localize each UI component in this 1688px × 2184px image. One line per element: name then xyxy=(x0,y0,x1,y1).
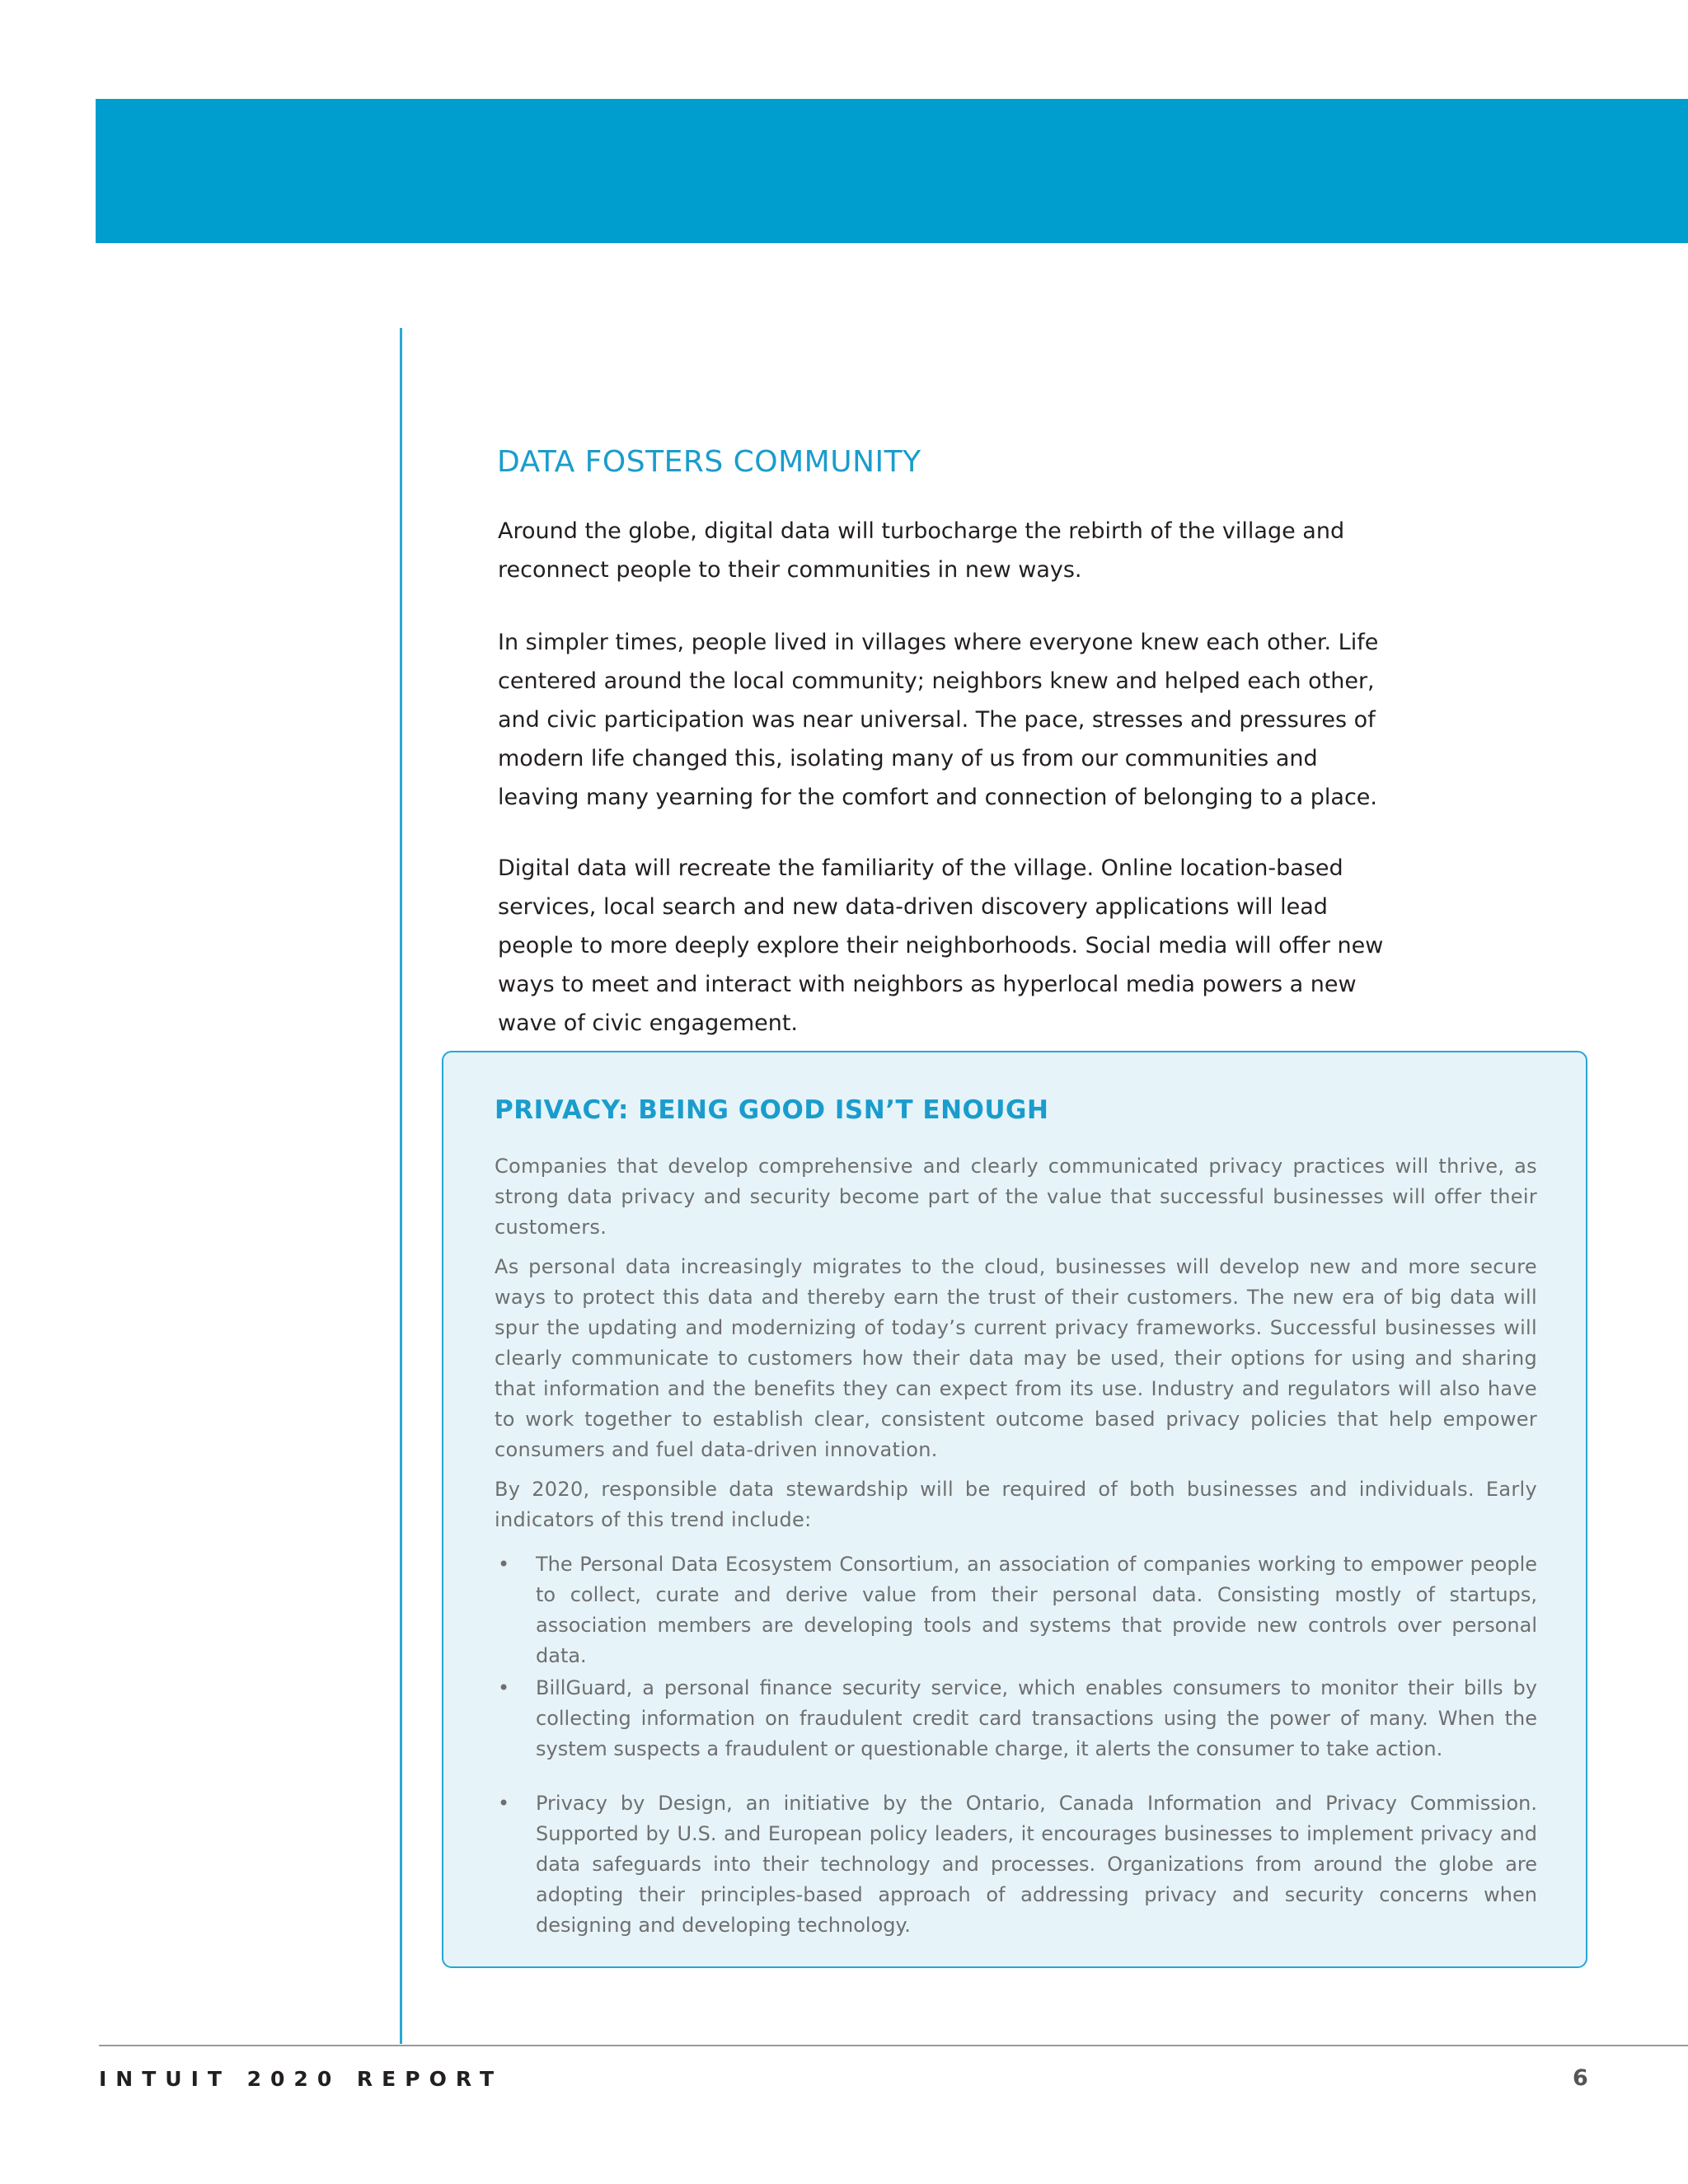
list-item-text: Privacy by Design, an initiative by the Ontario, Canada Information and Privacy Commission. Supported by U.S. and European policy leaders, it encourages businesses to implement privacy and data safeguards into their technology and processes. Organizations from around the globe are adopting their principles-based approach of addressing privacy and security concerns when designing and developing technology. xyxy=(536,1792,1537,1937)
list-item-text: The Personal Data Ecosystem Consortium, an association of companies working to empower people to collect, curate and derive value from their personal data. Consisting mostly of startups, association members are developing tools and systems that provide new controls over personal data. xyxy=(536,1553,1537,1667)
list-item xyxy=(495,1788,1537,1941)
bullet-icon: • xyxy=(498,1553,510,1576)
callout-paragraph: As personal data increasingly migrates to the cloud, businesses will develop new and more secure ways to protect this data and thereby earn the trust of their customers. The new era of big data will spur the updating and modernizing of today’s current privacy frameworks. Successful businesses will clearly communicate to customers how their data may be used, their options for using and sharing that information and the benefits they can expect from its use. Industry and regulators will also have to work together to establish clear, consistent outcome based privacy policies that help empower consumers and fuel data-driven innovation. xyxy=(495,1255,1537,1461)
callout-paragraph: Companies that develop comprehensive and clearly communicated privacy practices will thrive, as strong data privacy and security become part of the value that successful businesses will offer their customers. xyxy=(495,1155,1537,1239)
body-paragraph: Around the globe, digital data will turbocharge the rebirth of the village and reconnect people to their communities in new ways. xyxy=(498,518,1345,583)
footer-divider xyxy=(99,2045,1688,2046)
bullet-icon: • xyxy=(498,1676,510,1699)
privacy-callout-box xyxy=(442,1051,1587,1968)
list-item xyxy=(495,1673,1537,1765)
header-banner xyxy=(96,99,1688,243)
footer-report-title: INTUIT 2020 REPORT xyxy=(99,2067,504,2091)
vertical-divider xyxy=(400,328,402,2044)
list-item xyxy=(495,1549,1537,1671)
bullet-icon: • xyxy=(498,1792,510,1815)
section-heading: DATA FOSTERS COMMUNITY xyxy=(497,445,921,479)
callout-heading: PRIVACY: BEING GOOD ISN’T ENOUGH xyxy=(495,1095,1049,1125)
body-paragraph: Digital data will recreate the familiarity of the village. Online location-based services, local search and new data-driven discovery applications will lead people to more deeply explore their neighborhoods. Social media will offer new ways to meet and interact with neighbors as hyperlocal media powers a new wave of civic engagement. xyxy=(498,855,1384,1036)
callout-paragraph: By 2020, responsible data stewardship will be required of both businesses and individuals. Early indicators of this trend include: xyxy=(495,1478,1537,1531)
list-item-text: BillGuard, a personal finance security service, which enables consumers to monitor their bills by collecting information on fraudulent credit card transactions using the power of many. When the system suspects a fraudulent or questionable charge, it alerts the consumer to take action. xyxy=(536,1676,1537,1760)
page-number: 6 xyxy=(1573,2065,1588,2091)
body-paragraph: In simpler times, people lived in villages where everyone knew each other. Life centered around the local community; neighbors knew and helped each other, and civic participation was near universal. The pace, stresses and pressures of modern life changed this, isolating many of us from our communities and leaving many yearning for the comfort and connection of belonging to a place. xyxy=(498,630,1379,810)
